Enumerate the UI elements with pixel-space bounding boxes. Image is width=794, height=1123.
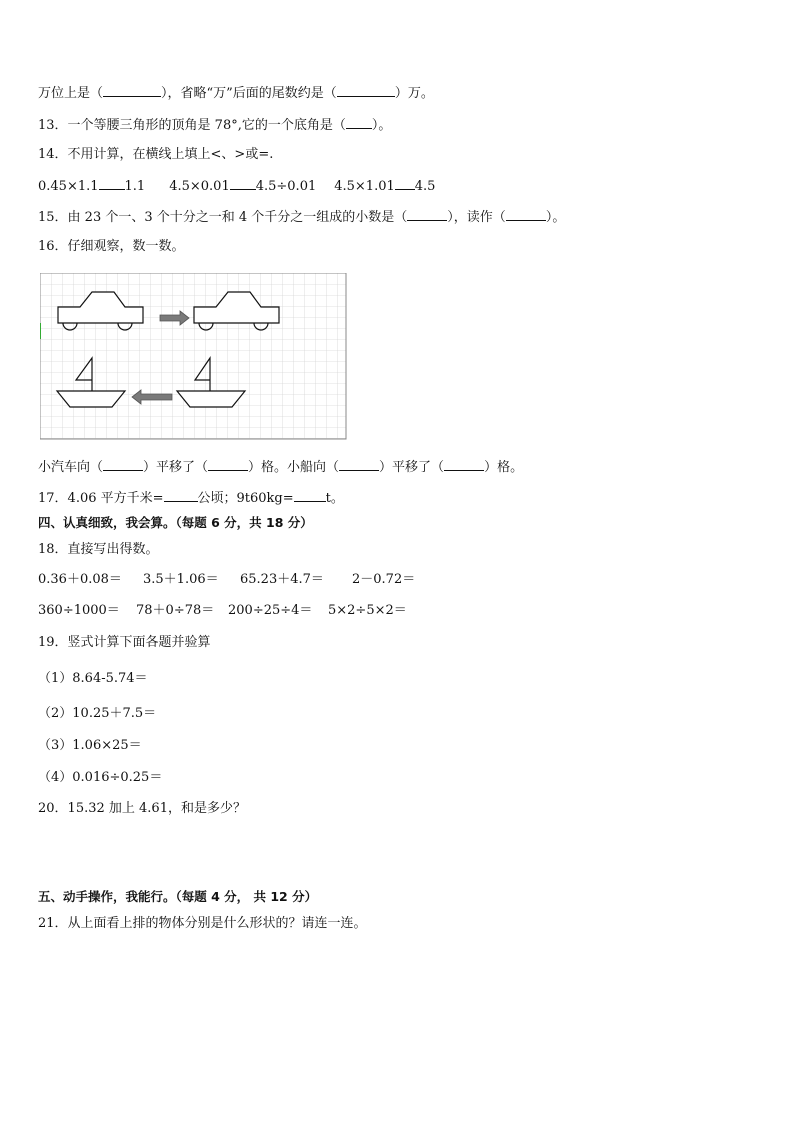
answer-blank[interactable]	[164, 489, 198, 502]
q14-item: 0.45×1.1 1.1	[38, 179, 146, 194]
q13-line: 13．一个等腰三角形的顶角是 78°,它的一个底角是（ ）。	[38, 118, 392, 133]
q19-title: 19．竖式计算下面各题并验算	[38, 635, 211, 650]
calc-item: 5×2÷5×2＝	[328, 603, 407, 618]
q14-items	[38, 177, 435, 195]
calc-item: 0.36＋0.08＝	[38, 572, 122, 587]
section-four-heading: 四、认真细致，我会算。（每题 6 分，共 18 分）	[38, 515, 313, 530]
calc-item: 65.23＋4.7＝	[240, 572, 324, 587]
compare-blank[interactable]	[230, 177, 256, 190]
q19-item: （3）1.06×25＝	[38, 738, 142, 753]
answer-blank[interactable]	[103, 458, 143, 471]
q18-row-2	[38, 603, 407, 619]
q17-line: 17．4.06 平方千米= 公顷；9t60kg= t。	[38, 491, 344, 506]
q16-title: 16．仔细观察，数一数。	[38, 239, 185, 254]
answer-blank[interactable]	[337, 84, 395, 97]
answer-blank[interactable]	[339, 458, 379, 471]
q16-answer-line: 小汽车向（ ）平移了（ ）格。小船向（ ）平移了（ ）格。	[38, 460, 524, 475]
answer-blank[interactable]	[506, 208, 546, 221]
answer-blank[interactable]	[103, 84, 161, 97]
calc-item: 200÷25÷4＝	[228, 603, 313, 618]
calc-item: 3.5＋1.06＝	[143, 572, 219, 587]
compare-blank[interactable]	[99, 177, 125, 190]
q14-item: 4.5×0.01 4.5÷0.01	[169, 179, 317, 194]
edge-marker	[40, 323, 41, 339]
translation-grid-figure	[40, 273, 348, 441]
answer-blank[interactable]	[294, 489, 326, 502]
q20-line: 20．15.32 加上 4.61，和是多少？	[38, 801, 246, 816]
q19-item: （1）8.64-5.74＝	[38, 671, 148, 686]
compare-blank[interactable]	[395, 177, 415, 190]
answer-blank[interactable]	[208, 458, 248, 471]
q14-item: 4.5×1.01 4.5	[334, 179, 436, 194]
q19-item: （4）0.016÷0.25＝	[38, 770, 163, 785]
q18-title: 18．直接写出得数。	[38, 542, 159, 557]
answer-blank[interactable]	[407, 208, 447, 221]
q14-title: 14．不用计算，在横线上填上<、>或=.	[38, 147, 274, 162]
calc-item: 78＋0÷78＝	[136, 603, 215, 618]
q15-line: 15．由 23 个一、3 个十分之一和 4 个千分之一组成的小数是（ ），读作（ ）。	[38, 210, 566, 225]
calc-item: 360÷1000＝	[38, 603, 120, 618]
q21-line: 21．从上面看上排的物体分别是什么形状的？请连一连。	[38, 916, 367, 931]
q19-item: （2）10.25＋7.5＝	[38, 706, 157, 721]
calc-item: 2－0.72＝	[352, 572, 416, 587]
answer-blank[interactable]	[346, 116, 372, 129]
q18-row-1	[38, 572, 415, 588]
section-five-heading: 五、动手操作，我能行。（每题 4 分， 共 12 分）	[38, 889, 318, 904]
q12-line: 万位上是（ ），省略“万”后面的尾数约是（ ）万。	[38, 86, 434, 101]
answer-blank[interactable]	[444, 458, 484, 471]
